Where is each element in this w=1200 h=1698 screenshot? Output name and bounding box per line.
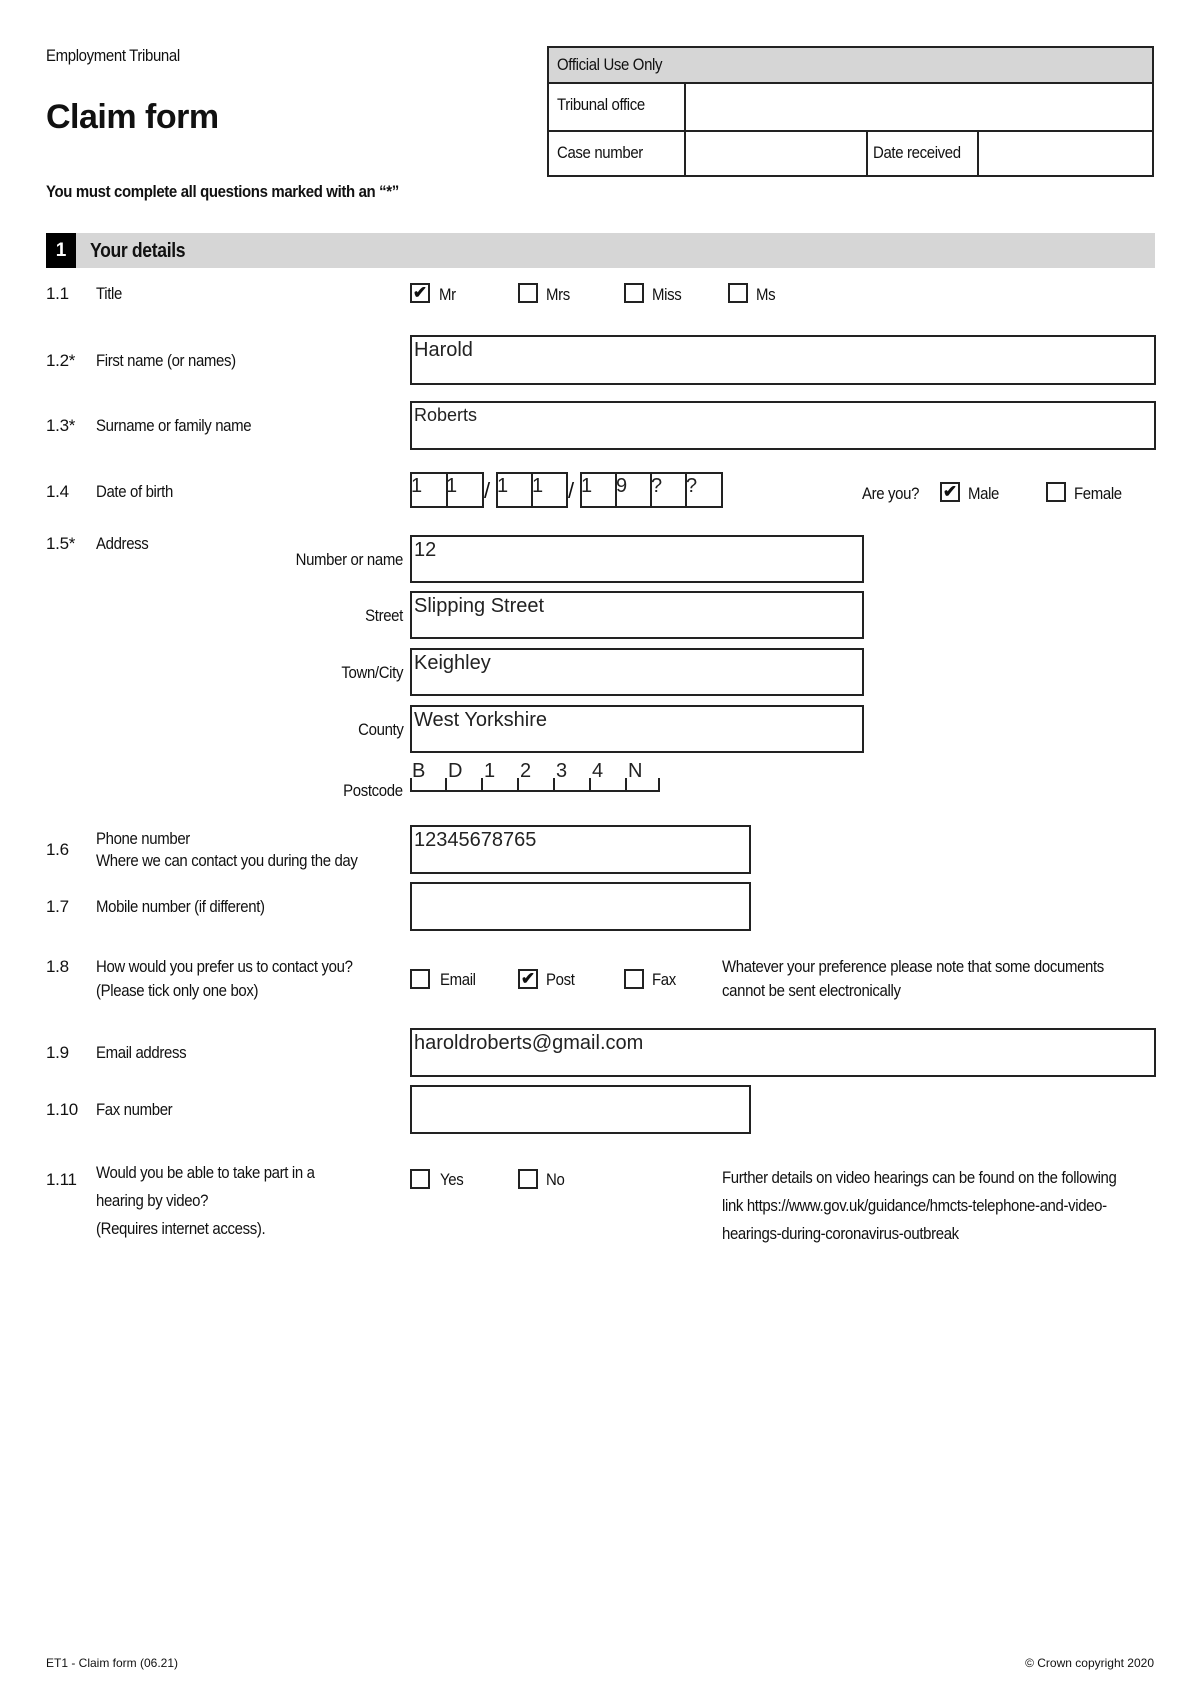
gender-female-checkbox[interactable] xyxy=(1046,482,1066,502)
address-number-input[interactable] xyxy=(410,535,864,583)
q1-10-label: Fax number xyxy=(96,1100,173,1119)
dob-year-digit-1: 1 xyxy=(581,475,593,497)
official-heading-row xyxy=(549,48,1152,84)
title-mr-label: Mr xyxy=(439,285,456,304)
official-heading: Official Use Only xyxy=(557,55,663,74)
address-street-input[interactable] xyxy=(410,591,864,639)
contact-post-checkbox[interactable]: ✔ xyxy=(518,969,538,989)
dob-month-digit-1: 1 xyxy=(497,475,509,497)
postcode-char-7: N xyxy=(628,760,643,782)
gender-female-label: Female xyxy=(1074,484,1122,503)
q1-9-label: Email address xyxy=(96,1043,187,1062)
q1-8-label: How would you prefer us to contact you? xyxy=(96,957,353,976)
address-street-label: Street xyxy=(365,606,403,625)
section-header xyxy=(46,233,1155,268)
address-county-label: County xyxy=(357,720,403,739)
gender-label: Are you? xyxy=(862,484,920,503)
q1-11-label-line-2: hearing by video? xyxy=(96,1191,209,1210)
mobile-input[interactable] xyxy=(410,882,751,931)
q1-7-label: Mobile number (if different) xyxy=(96,897,265,916)
title-ms-checkbox[interactable] xyxy=(728,283,748,303)
gender-male-label: Male xyxy=(968,484,1000,503)
postcode-label: Postcode xyxy=(343,781,403,800)
email-input[interactable] xyxy=(410,1028,1156,1077)
video-yes-checkbox[interactable] xyxy=(410,1169,430,1189)
case-number-label: Case number xyxy=(557,143,643,162)
fax-input[interactable] xyxy=(410,1085,751,1134)
org-name: Employment Tribunal xyxy=(46,46,180,65)
q1-3-number: 1.3* xyxy=(46,416,76,435)
q1-11-label-line-3: (Requires internet access). xyxy=(96,1219,266,1238)
q1-4-number: 1.4 xyxy=(46,482,69,501)
q1-2-number: 1.2* xyxy=(46,351,76,370)
phone-value: 12345678765 xyxy=(414,829,537,851)
video-no-label: No xyxy=(546,1170,565,1189)
section-title: Your details xyxy=(90,240,186,262)
video-no-checkbox[interactable] xyxy=(518,1169,538,1189)
title-mr-checkbox[interactable]: ✔ xyxy=(410,283,430,303)
surname-value: Roberts xyxy=(414,405,478,425)
address-county-value: West Yorkshire xyxy=(414,709,548,731)
dob-year-digit-2: 9 xyxy=(616,475,628,497)
dob-year-digit-3: ? xyxy=(651,475,663,497)
postcode-char-3: 1 xyxy=(484,760,496,782)
contact-fax-label: Fax xyxy=(652,970,676,989)
postcode-char-4: 2 xyxy=(520,760,532,782)
postcode-char-1: B xyxy=(412,760,426,782)
title-mrs-checkbox[interactable] xyxy=(518,283,538,303)
address-town-value: Keighley xyxy=(414,652,491,674)
postcode-char-5: 3 xyxy=(556,760,568,782)
page-title: Claim form xyxy=(46,98,219,136)
q1-6-number: 1.6 xyxy=(46,840,69,859)
tribunal-office-label: Tribunal office xyxy=(557,95,645,114)
date-received-label: Date received xyxy=(873,143,961,162)
instruction-text: You must complete all questions marked with an “*” xyxy=(46,182,399,201)
footer-copyright: © Crown copyright 2020 xyxy=(1025,1656,1154,1670)
contact-post-label: Post xyxy=(546,970,575,989)
postcode-char-6: 4 xyxy=(592,760,604,782)
contact-note-line-2: cannot be sent electronically xyxy=(722,981,901,1000)
q1-3-label: Surname or family name xyxy=(96,416,252,435)
surname-input[interactable] xyxy=(410,401,1156,450)
q1-5-number: 1.5* xyxy=(46,534,76,553)
video-note-line-3: hearings-during-coronavirus-outbreak xyxy=(722,1224,959,1243)
q1-5-label: Address xyxy=(96,534,149,553)
q1-8-sublabel: (Please tick only one box) xyxy=(96,981,259,1000)
address-number-value: 12 xyxy=(414,539,437,561)
dob-separator-2: / xyxy=(568,478,575,503)
address-street-value: Slipping Street xyxy=(414,595,545,617)
address-number-label: Number or name xyxy=(295,550,403,569)
footer-form-id: ET1 - Claim form (06.21) xyxy=(46,1656,179,1670)
title-ms-label: Ms xyxy=(756,285,776,304)
q1-10-number: 1.10 xyxy=(46,1100,78,1119)
q1-11-label-line-1: Would you be able to take part in a xyxy=(96,1163,315,1182)
dob-year-digit-4: ? xyxy=(686,475,698,497)
contact-fax-checkbox[interactable] xyxy=(624,969,644,989)
q1-8-number: 1.8 xyxy=(46,957,69,976)
q1-11-number: 1.11 xyxy=(46,1170,77,1189)
title-miss-label: Miss xyxy=(652,285,682,304)
q1-2-label: First name (or names) xyxy=(96,351,236,370)
case-number-row xyxy=(549,130,1152,175)
title-miss-checkbox[interactable] xyxy=(624,283,644,303)
postcode-char-2: D xyxy=(448,760,463,782)
first-name-value: Harold xyxy=(414,339,473,361)
official-use-box xyxy=(547,46,1154,177)
q1-6-label: Phone number xyxy=(96,829,190,848)
video-yes-label: Yes xyxy=(440,1170,464,1189)
contact-email-label: Email xyxy=(440,970,476,989)
address-town-input[interactable] xyxy=(410,648,864,696)
address-county-input[interactable] xyxy=(410,705,864,753)
section-number: 1 xyxy=(46,233,76,268)
contact-email-checkbox[interactable] xyxy=(410,969,430,989)
video-note-line-1: Further details on video hearings can be found on the following xyxy=(722,1168,1117,1187)
q1-7-number: 1.7 xyxy=(46,897,69,916)
dob-month-digit-2: 1 xyxy=(532,475,544,497)
first-name-input[interactable] xyxy=(410,335,1156,385)
contact-note-line-1: Whatever your preference please note that some documents xyxy=(722,957,1104,976)
address-town-label: Town/City xyxy=(341,663,403,682)
q1-1-number: 1.1 xyxy=(46,284,69,303)
dob-separator-1: / xyxy=(484,478,491,503)
q1-9-number: 1.9 xyxy=(46,1043,69,1062)
video-note-link[interactable]: link https://www.gov.uk/guidance/hmcts-telephone-and-video- xyxy=(722,1196,1107,1215)
gender-male-checkbox[interactable]: ✔ xyxy=(940,482,960,502)
email-value: haroldroberts@gmail.com xyxy=(414,1032,644,1054)
q1-6-sublabel: Where we can contact you during the day xyxy=(96,851,358,870)
title-mrs-label: Mrs xyxy=(546,285,570,304)
q1-1-label: Title xyxy=(96,284,122,303)
q1-4-label: Date of birth xyxy=(96,482,173,501)
dob-day-digit-2: 1 xyxy=(446,475,458,497)
phone-input[interactable] xyxy=(410,825,751,874)
dob-day-digit-1: 1 xyxy=(411,475,423,497)
tribunal-office-row xyxy=(549,82,1152,132)
